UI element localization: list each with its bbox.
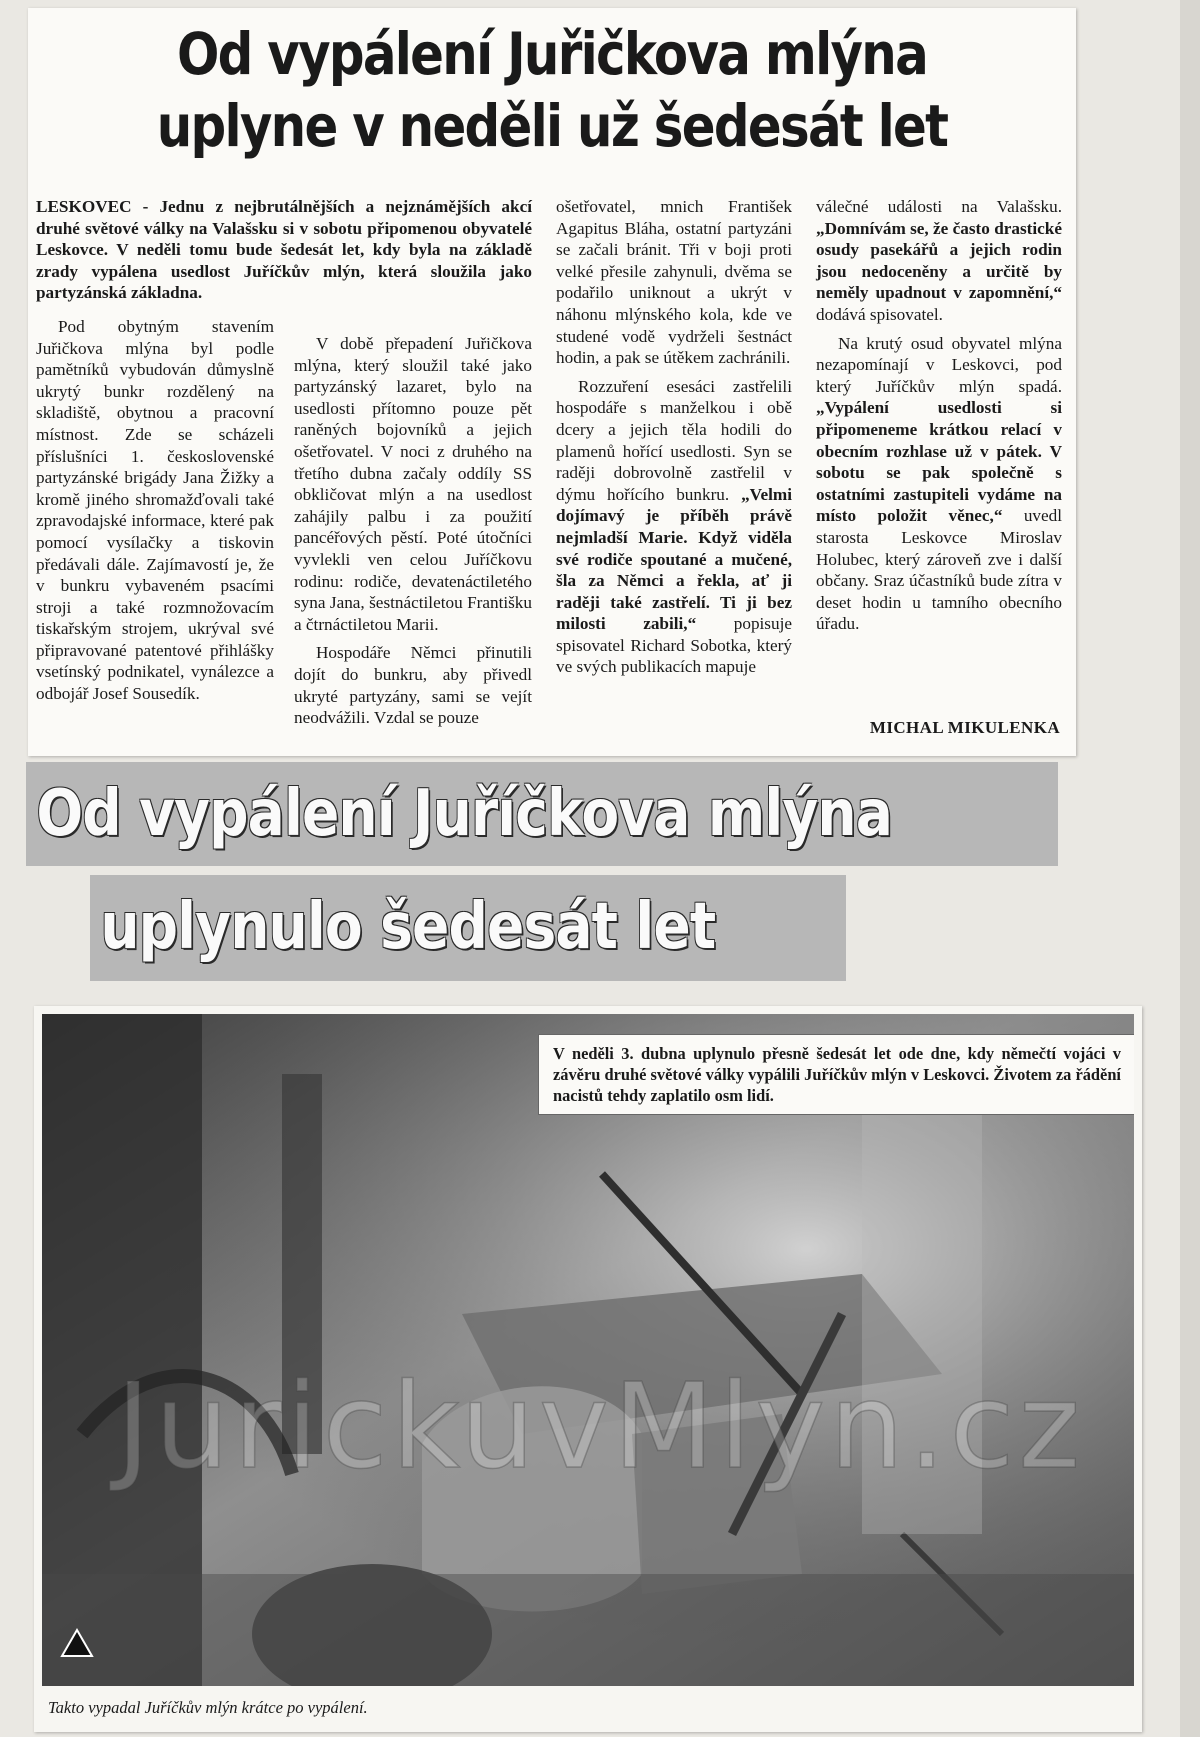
- headline-2-line-2-text: uplynulo šedesát let: [100, 890, 716, 964]
- col4-quote: „Domnívám se, že často drastické osudy pasekářů a jejich rodin jsou nedoceněny a určitě by neměly upadnout v zapomnění,“: [816, 218, 1062, 303]
- headline-2-line-1-text: Od vypálení Juříčkova mlýna: [36, 777, 892, 851]
- col4-text-a: válečné události na Valašsku.: [816, 197, 1062, 216]
- photo-caption: Takto vypadal Juříčkův mlýn krátce po vypálení.: [48, 1698, 368, 1717]
- article-clipping-1: [28, 8, 1076, 756]
- col3-text-a: Rozzuření esesáci zastřelili hospodáře s manželkou i obě dcery a jejich těla hodili do plamenů hořící usedlosti. Syn se raději dobrovolně zastřelil v dýmu hořícího bunkru.: [556, 376, 792, 504]
- headline-2-line-2: [90, 875, 846, 981]
- col4-text-c: Na krutý osud obyvatel mlýna nezapomínají v Leskovci, pod který Juříčkův mlýn spadá.: [816, 333, 1062, 396]
- col4-text-b: dodává spisovatel.: [816, 304, 943, 324]
- watermark: JurickuvMlyn.cz: [115, 1357, 1085, 1495]
- column-3: [556, 196, 792, 678]
- burned-mill-photo: [42, 1014, 1134, 1686]
- triangle-marker-icon: [60, 1628, 94, 1658]
- lead-paragraph: LESKOVEC - Jednu z nejbrutálnějších a nejznámějších akcí druhé světové války na Valašsku si v sobotu připomenou obyvatelé Leskovce. V neděli tomu bude šedesát let, kdy byla na základě zrady vypálena usedlost Juříčkův mlýn, která sloužila jako partyzánská základna.: [36, 197, 532, 303]
- column-4: [816, 196, 1062, 635]
- photo-clipping: [34, 1006, 1142, 1732]
- byline: MICHAL MIKULENKA: [869, 718, 1060, 737]
- headline-1: Od vypálení Juřičkova mlýna uplyne v neděli už šedesát let: [156, 20, 948, 160]
- col4-quote-2: „Vypálení usedlosti si připomeneme krátkou relací v obecním rozhlase už v pátek. V sobotu se pak společně s ostatními zastupiteli vydáme na místo položit věnec,“: [816, 398, 1062, 526]
- col3-paragraph-2: [556, 376, 792, 678]
- col4-text-d: uvedl starosta Leskovce Miroslav Holubec, který zároveň zve i další občany. Sraz účastníků bude zítra v deset hodin u tamního obecního úřadu.: [816, 506, 1062, 634]
- col3-text-b: popisuje spisovatel Richard Sobotka, který ve svých publikacích mapuje: [556, 614, 792, 677]
- paper-edge: [1180, 0, 1200, 1737]
- col4-paragraph-2: [816, 333, 1062, 635]
- col1-paragraph: Pod obytným stavením Juřičkova mlýna byl podle pamětníků vybudován důmyslně ukrytý bunkr rozdělený na skladiště, obytnou a pracovní místnost. Zde se scházeli příslušníci 1. československé partyzánské brigády Jana Žižky a kromě jiného shromažďovali také zpravodajské informace, které pak pomocí vysílačky a tiskovin předávali dále. Zajímavostí je, že v bunkru vybaveném psacími stroji a také rozmnožovacím tiskařským strojem, ukrýval své připravované patentové přihlášky vsetínský podnikatel, vynálezce a odbojář Josef Sousedík.: [36, 316, 274, 704]
- photo-caption-box: V neděli 3. dubna uplynulo přesně šedesát let ode dne, kdy němečtí vojáci v závěru druhé světové války vypálili Juříčkův mlýn v Leskovci. Životem za řádění nacistů tehdy zaplatilo osm lidí.: [538, 1034, 1134, 1115]
- col4-paragraph-1: [816, 196, 1062, 326]
- col3-paragraph-1: ošetřovatel, mnich František Agapitus Bláha, ostatní partyzáni se začali bránit. Tři v boji proti velké přesile zahynuli, dvěma se podařilo uniknout a ukrýt v náhonu mlýnského kola, kde ve studené vodě vydrželi šestnáct hodin, a pak se útěkem zachránili.: [556, 197, 792, 368]
- headline-2-line-1: [26, 762, 1058, 866]
- col2-paragraph-1: V době přepadení Juřičkova mlýna, který sloužil také jako partyzánský lazaret, bylo na usedlosti přítomno pouze pět raněných bojovníků a jejich ošetřovatel. V noci z druhého na třetího dubna začaly oddíly SS obkličovat mlýn a na usedlost zahájily palbu i za použití pancéřových pěstí. Poté útočníci vyvlekli ven celou Juříčkovu rodinu: rodiče, devatenáctiletého syna Jana, šestnáctiletou Františku a čtrnáctiletou Marii.: [294, 334, 532, 634]
- col2-paragraph-2: Hospodáře Němci přinutili dojít do bunkru, aby přivedl ukryté partyzány, sami se vejít neodvážili. Vzdal se pouze: [294, 643, 532, 728]
- column-2: [294, 333, 532, 729]
- col3-quote: „Velmi dojímavý je příběh právě nejmladší Marie. Když viděla své rodiče spoutané a mučené, šla za Němci a řekla, ať ji raději také zastřelí. Ti ji bez milosti zabili,“: [556, 484, 793, 634]
